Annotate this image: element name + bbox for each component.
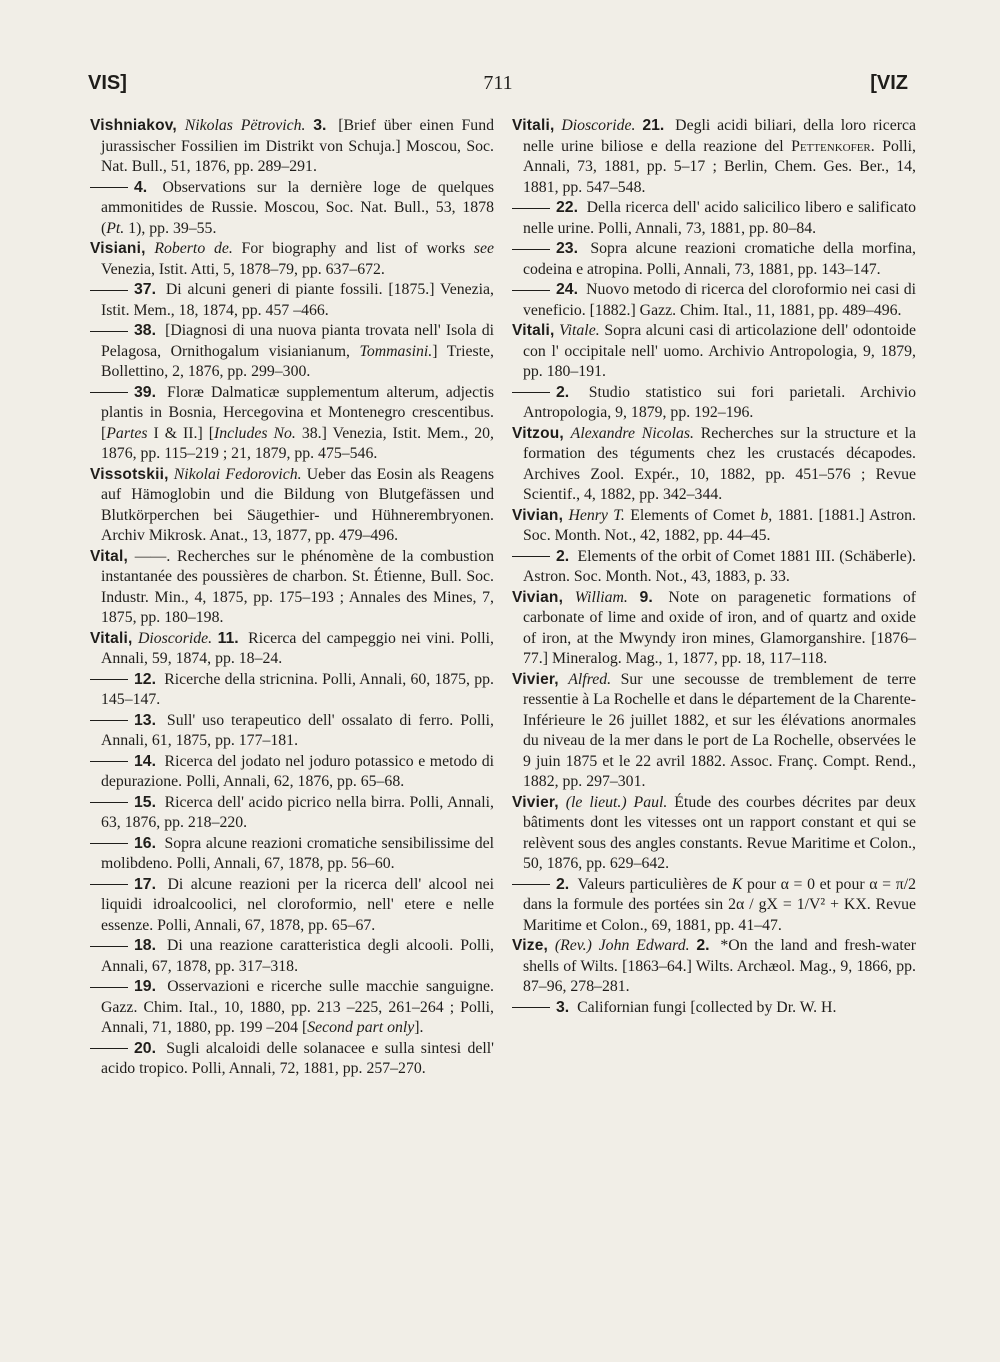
entry-number: 18. (134, 937, 156, 954)
entry-text-italic: Includes No. (214, 424, 296, 442)
author-given-name: Nikolai Fedorovich. (173, 465, 302, 483)
entry-text: I & II.] [ (147, 424, 214, 442)
entry-text: Della ricerca dell' acido salicilico libero e salificato nelle urine. Polli, Annali, 73, 1881, pp. 80–84. (523, 199, 916, 237)
entry-text: Di alcune reazioni per la ricerca dell' alcool nei liquidi idroalcoolici, nel cloroformio, nell' etere e nelle essenze. Polli, Annali, 67, 1878, pp. 65–67. (101, 875, 494, 934)
author-given-name: Alexandre Nicolas. (570, 424, 694, 442)
author-name: Vivier, (512, 670, 559, 688)
entry-text: ]. (414, 1019, 424, 1036)
entry-text: Ricerche della stricnina. Polli, Annali, 60, 1875, pp. 145–147. (101, 670, 494, 708)
entry-vitali-22 (512, 198, 916, 239)
entry-number: 38. (134, 322, 156, 339)
entry-text: Polli, Annali, 73, 1881, pp. 5–17 ; Berlin, Chem. Ges. Ber., 14, 1881, pp. 547–548. (523, 137, 916, 196)
ditto-rule (90, 761, 128, 762)
entry-vivier-paul (512, 793, 916, 875)
ditto-rule (512, 290, 550, 291)
entry-text: [Diagnosi di una nuova pianta trovata nell' Isola di Pelagosa, Ornithogalum visianianum, (101, 322, 494, 360)
entry-text: Sugli alcaloidi delle solanacee e sulla sintesi dell' acido tropico. Polli, Annali, 72, 1881, pp. 257–270. (101, 1039, 495, 1077)
entry-number: 23. (556, 240, 578, 257)
left-column (90, 116, 494, 1080)
entry-vitali-18 (90, 936, 494, 977)
entry-number: 2. (556, 547, 570, 565)
ditto-rule (512, 249, 550, 250)
entry-text: Recherches sur le phénomène de la combustion instantanée des poussières de charbon. St. Étienne, Bull. Soc. Industr. Min., 4, 1875, pp. 175–193 ; Annales des Mines, 7, 1875, pp. 180–198. (101, 547, 494, 626)
entry-number: 39. (134, 383, 156, 401)
entry-number: 11. (217, 629, 239, 647)
entry-text: Recherches sur la structure et la formation des téguments chez les crustacés décapodes. Archives Zool. Expér., 10, 1882, pp. 451–576 ; Revue Scientif., 4, 1882, pp. 342–344. (523, 424, 917, 503)
entry-vitali-vitale (512, 321, 916, 383)
author-name: Vitali, (512, 322, 555, 339)
entry-vitali-12 (90, 670, 494, 711)
entry-number: 20. (134, 1039, 156, 1057)
entry-number: 3. (313, 117, 327, 134)
entry-text: Di alcuni generi di piante fossili. [1875.] Venezia, Istit. Mem., 18, 1874, pp. 457 –466. (101, 281, 494, 319)
entry-vize-2 (512, 936, 916, 998)
entry-text: Di una reazione caratteristica degli alcooli. Polli, Annali, 67, 1878, pp. 317–318. (101, 937, 495, 975)
ditto-rule (90, 843, 128, 844)
ditto-rule (90, 946, 128, 947)
entry-text: Étude des courbes décrites par deux bâtiments dont les vitesses ont un rapport constant et qui se relèvent sous des angles constants. Revue Maritime et Colon., 50, 1876, pp. 629–642. (523, 793, 916, 872)
ditto-rule (90, 1048, 128, 1049)
entry-number: 21. (642, 117, 665, 134)
entry-vitali-20 (90, 1039, 494, 1080)
author-name: Vivian, (512, 588, 564, 606)
entry-text: Sopra alcuni casi di articolazione dell' odontoide con l' occipitale nell' uomo. Archivio Antropologia, 9, 1879, pp. 180–191. (523, 322, 917, 380)
entry-text-italic: Tommasini. (359, 342, 433, 360)
ditto-rule (90, 290, 128, 291)
entry-vitali-14 (90, 752, 494, 793)
entry-text-italic: Second part only (307, 1019, 415, 1036)
running-header (88, 72, 908, 102)
entry-vivian-henry (512, 506, 916, 547)
entry-text: Degli acidi biliari, della loro ricerca nelle urine biliose e della reazione del (523, 117, 917, 155)
entry-text-italic: see (473, 240, 494, 257)
header-right: [VIZ (870, 72, 908, 94)
ditto-rule (90, 987, 128, 988)
entry-text: Sur une secousse de tremblement de terre ressentie à La Rochelle et dans le département de la Charente-Inférieure le 26 juillet 1882, et sur les élévations anormales du niveau de la mer dans le port de La Rochelle, observées le 9 juin 1875 et le 22 avril 1882. Assoc. Franç. Compt. Rend., 1882, pp. 297–301. (523, 670, 916, 790)
entry-visiani (90, 239, 494, 280)
entry-text: pour α = 0 et pour α = π/2 dans la formule des portées sin 2α / gX = 1/V² + KX. Revue Maritime et Colon., 69, 1881, pp. 41–47. (523, 875, 916, 934)
entry-text-italic: Pt. (106, 219, 125, 237)
entry-text: 38.] Venezia, Istit. Mem., 20, 1876, pp. 115–219 ; 21, 1879, pp. 475–546. (101, 424, 494, 462)
ditto-rule (90, 187, 128, 188)
entry-vitali-19 (90, 977, 494, 1039)
entry-text-italic: b (760, 506, 769, 524)
entry-vitali-23 (512, 239, 916, 280)
entry-vital (90, 547, 494, 629)
page-number: 711 (483, 72, 513, 94)
header-left: VIS] (88, 72, 127, 94)
entry-vitali-16 (90, 834, 494, 875)
entry-text: Sopra alcune reazioni cromatiche sensibilissime del molibdeno. Polli, Annali, 67, 1878, pp. 56–60. (101, 834, 494, 872)
entry-number: 4. (134, 178, 148, 196)
entry-text: Ricerca dell' acido picrico nella birra. Polli, Annali, 63, 1876, pp. 218–220. (101, 793, 494, 831)
entry-text: Sull' uso terapeutico dell' ossalato di ferro. Polli, Annali, 61, 1875, pp. 177–181. (101, 711, 494, 749)
entry-number: 2. (696, 937, 710, 954)
entry-text: Ricerca del campeggio nei vini. Polli, Annali, 59, 1874, pp. 18–24. (101, 629, 495, 667)
ditto-rule (90, 392, 128, 393)
entry-vitali-11 (90, 629, 494, 670)
author-given-name: ——. (134, 547, 171, 565)
entry-text-smallcaps: Pettenkofer. (791, 137, 875, 155)
entry-text: Elements of Comet (630, 506, 761, 524)
entry-text: Ueber das Eosin als Reagens auf Hämoglobin und die Bildung von Blutgefässen und Blutkörperchen bei Säugethier- und Hühnerembryonen. Archiv Mikrosk. Anat., 13, 1877, pp. 479–496. (101, 465, 495, 544)
entry-number: 12. (134, 670, 156, 688)
entry-number: 14. (134, 752, 156, 770)
entry-vitali-21 (512, 116, 916, 198)
ditto-rule (90, 884, 128, 885)
ditto-rule (512, 884, 550, 885)
entry-text-italic: Partes (106, 424, 148, 442)
entry-vishniakov-3 (90, 116, 494, 178)
author-name: Vitzou, (512, 424, 564, 442)
author-name: Vize, (512, 937, 549, 954)
entry-vitali-13 (90, 711, 494, 752)
entry-number: 9. (639, 588, 653, 606)
author-name: Vivier, (512, 793, 559, 811)
entry-text: , 1881. [1881.] Astron. Soc. Month. Not., 42, 1882, pp. 44–45. (523, 506, 916, 544)
entry-number: 2. (556, 383, 570, 401)
entry-vivier-alfred (512, 670, 916, 793)
entry-vivier-paul-2 (512, 875, 916, 937)
entry-text: Ricerca del jodato nel joduro potassico e metodo di depurazione. Polli, Annali, 62, 1876, pp. 65–68. (101, 752, 495, 790)
author-given-name: Henry T. (568, 506, 625, 524)
author-given-name: William. (574, 588, 628, 606)
entry-number: 19. (134, 978, 156, 995)
entry-number: 2. (556, 875, 570, 893)
author-name: Vissotskii, (90, 465, 169, 483)
entry-number: 3. (556, 998, 570, 1016)
entry-vivian-william (512, 588, 916, 670)
entry-visiani-39 (90, 383, 494, 465)
entry-text-italic: K (731, 875, 743, 893)
entry-number: 16. (134, 834, 156, 852)
author-name: Visiani, (90, 240, 146, 257)
entry-vissotskii (90, 465, 494, 547)
entry-text: 1), pp. 39–55. (124, 219, 217, 237)
ditto-rule (512, 1007, 550, 1008)
author-given-name: Dioscoride. (561, 117, 636, 134)
entry-text: Sopra alcune reazioni cromatiche della morfina, codeina e atropina. Polli, Annali, 73, 1881, pp. 143–147. (523, 240, 917, 278)
entry-vitali-vitale-2 (512, 383, 916, 424)
entry-text: Studio statistico sui fori parietali. Archivio Antropologia, 9, 1879, pp. 192–196. (523, 383, 916, 421)
ditto-rule (90, 679, 128, 680)
ditto-rule (512, 556, 550, 557)
entry-vitali-15 (90, 793, 494, 834)
entry-text: Floræ Dalmaticæ supplementum alterum, adjectis plantis in Bosnia, Hercegovina et Montenegro crescentibus. [ (101, 383, 495, 442)
entry-visiani-38 (90, 321, 494, 383)
author-name: Vitali, (512, 117, 555, 134)
right-column (512, 116, 916, 1018)
ditto-rule (90, 720, 128, 721)
entry-text: *On the land and fresh-water shells of Wilts. [1863–64.] Wilts. Archæol. Mag., 9, 1866, pp. 87–96, 278–281. (523, 937, 917, 995)
entry-text: Venezia, Istit. Atti, 5, 1878–79, pp. 637–672. (101, 260, 385, 278)
entry-number: 17. (134, 875, 156, 893)
entry-number: 22. (556, 199, 578, 216)
entry-text: [Brief über einen Fund jurassischer Fossilien im Distrikt von Schuja.] Moscou, Soc. Nat. Bull., 51, 1876, pp. 289–291. (101, 117, 494, 175)
entry-number: 13. (134, 711, 156, 729)
entry-number: 24. (556, 281, 578, 298)
author-given-name: Roberto de. (154, 240, 233, 257)
author-given-name: Dioscoride. (137, 629, 213, 647)
author-given-name: Nikolas Pëtrovich. (184, 117, 306, 134)
author-name: Vishniakov, (90, 117, 177, 134)
entry-vivian-henry-2 (512, 547, 916, 588)
ditto-rule (512, 208, 550, 209)
entry-text: Californian fungi [collected by Dr. W. H. (577, 998, 837, 1016)
author-name: Vital, (90, 547, 128, 565)
entry-number: 15. (134, 793, 156, 811)
entry-text: Nuovo metodo di ricerca del cloroformio nei casi di veneficio. [1882.] Gazz. Chim. Ital., 11, 1881, pp. 489–496. (523, 281, 916, 319)
author-given-name: John Edward. (598, 937, 690, 954)
entry-text: Elements of the orbit of Comet 1881 III. (Schäberle). Astron. Soc. Month. Not., 43, 1883, p. 33. (523, 547, 916, 585)
author-given-name: Alfred. (568, 670, 612, 688)
entry-visiani-37 (90, 280, 494, 321)
author-name: Vitali, (90, 629, 133, 647)
author-given-name: (le lieut.) Paul. (565, 793, 668, 811)
author-given-name: Vitale. (559, 322, 600, 339)
ditto-rule (90, 331, 128, 332)
entry-vitali-17 (90, 875, 494, 937)
entry-text: Note on paragenetic formations of carbonate of lime and oxide of iron, and of quartz and oxide of iron, at the Mwyndy iron mines, Glamorganshire. [1876–77.] Mineralog. Mag., 1, 1877, pp. 18, 117–118. (523, 588, 916, 667)
entry-text: Observations sur la dernière loge de quelques ammonitides de Russie. Moscou, Soc. Nat. Bull., 53, 1878 ( (101, 178, 494, 237)
entry-vishniakov-4 (90, 178, 494, 240)
entry-number: 37. (134, 281, 156, 298)
entry-text: ] Trieste, Bollettino, 2, 1876, pp. 299–300. (101, 342, 494, 380)
entry-text: Valeurs particulières de (577, 875, 732, 893)
ditto-rule (90, 802, 128, 803)
entry-text: For biography and list of works (241, 240, 474, 257)
entry-vitali-24 (512, 280, 916, 321)
entry-vize-3 (512, 998, 916, 1019)
author-given-name: (Rev.) (554, 937, 592, 954)
entry-text: Osservazioni e ricerche sulle macchie sanguigne. Gazz. Chim. Ital., 10, 1880, pp. 213 –225, 261–264 ; Polli, Annali, 71, 1880, pp. 199 –204 [ (101, 978, 495, 1036)
ditto-rule (512, 392, 550, 393)
author-name: Vivian, (512, 506, 564, 524)
entry-vitzou (512, 424, 916, 506)
